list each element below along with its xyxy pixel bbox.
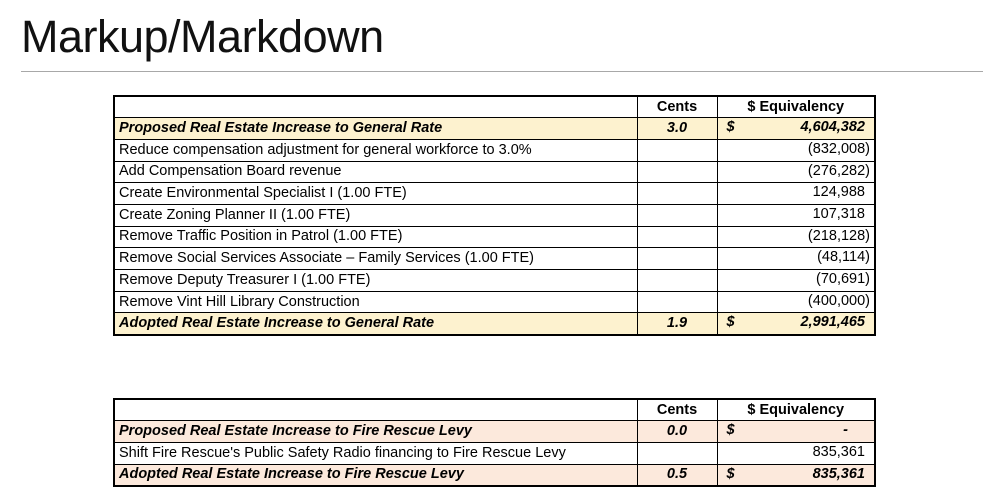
- row-amount-cell: [717, 226, 875, 248]
- row-amount-cell: [717, 139, 875, 161]
- row-cents: [637, 291, 717, 313]
- table-row: [114, 161, 875, 183]
- header-dollar-equivalency: $ Equivalency: [717, 96, 875, 118]
- row-amount: (70,691): [815, 271, 870, 287]
- row-amount-cell: [717, 421, 875, 443]
- row-cents: 0.5: [637, 464, 717, 486]
- row-amount: 835,361: [812, 443, 865, 460]
- proposed-fire-row: [114, 421, 875, 443]
- adopted-fire-row: [114, 464, 875, 486]
- table-row: [114, 204, 875, 226]
- proposed-general-row: [114, 118, 875, 140]
- dollar-sign: $: [726, 465, 735, 482]
- row-amount: 2,991,465: [800, 314, 865, 331]
- row-amount-cell: [717, 464, 875, 486]
- table-row: [114, 291, 875, 313]
- header-description: [114, 399, 637, 421]
- page-title: Markup/Markdown: [21, 11, 384, 62]
- header-cents: Cents: [637, 399, 717, 421]
- row-label: Reduce compensation adjustment for general workforce to 3.0%: [114, 139, 637, 161]
- row-cents: 0.0: [637, 421, 717, 443]
- row-label: Proposed Real Estate Increase to General Rate: [114, 118, 637, 140]
- row-amount: (400,000): [807, 292, 870, 309]
- row-amount-cell: [717, 313, 875, 335]
- row-amount: 124,988: [812, 184, 865, 201]
- row-amount: (48,114): [817, 249, 870, 266]
- row-label: Remove Traffic Position in Patrol (1.00 FTE): [114, 226, 637, 248]
- row-amount-cell: [717, 204, 875, 226]
- row-label: Proposed Real Estate Increase to Fire Rescue Levy: [114, 421, 637, 443]
- dollar-sign: $: [726, 119, 735, 136]
- row-label: Remove Vint Hill Library Construction: [114, 291, 637, 313]
- row-amount-cell: [717, 270, 875, 292]
- row-amount-cell: [717, 118, 875, 140]
- table-row: [114, 442, 875, 464]
- row-cents: [637, 270, 717, 292]
- row-label: Adopted Real Estate Increase to Fire Rescue Levy: [114, 464, 637, 486]
- row-cents: [637, 183, 717, 205]
- row-cents: 3.0: [637, 118, 717, 140]
- table-row: [114, 270, 875, 292]
- row-amount: -: [843, 422, 848, 439]
- row-amount-cell: [717, 442, 875, 464]
- table-row: [114, 183, 875, 205]
- row-cents: [637, 204, 717, 226]
- fire-rescue-levy-table: [113, 398, 876, 487]
- row-label: Create Environmental Specialist I (1.00 FTE): [114, 183, 637, 205]
- row-label: Shift Fire Rescue's Public Safety Radio financing to Fire Rescue Levy: [114, 442, 637, 464]
- row-cents: [637, 442, 717, 464]
- row-label: Adopted Real Estate Increase to General Rate: [114, 313, 637, 335]
- row-amount: 4,604,382: [800, 119, 865, 136]
- dollar-sign: $: [726, 314, 735, 331]
- table-row: [114, 226, 875, 248]
- header-description: [114, 96, 637, 118]
- row-cents: [637, 226, 717, 248]
- row-amount: (276,282): [807, 162, 870, 179]
- header-cents: Cents: [637, 96, 717, 118]
- table-header-row: [114, 96, 875, 118]
- row-amount: (832,008): [807, 140, 870, 157]
- row-cents: [637, 139, 717, 161]
- row-amount: 835,361: [812, 465, 865, 482]
- row-amount: (218,128): [807, 227, 870, 244]
- adopted-general-row: [114, 313, 875, 335]
- row-label: Remove Deputy Treasurer I (1.00 FTE): [114, 270, 637, 292]
- row-amount-cell: [717, 291, 875, 313]
- row-cents: [637, 161, 717, 183]
- row-amount-cell: [717, 183, 875, 205]
- row-cents: [637, 248, 717, 270]
- row-amount-cell: [717, 248, 875, 270]
- dollar-sign: $: [726, 422, 735, 439]
- row-cents: 1.9: [637, 313, 717, 335]
- row-label: Remove Social Services Associate – Family Services (1.00 FTE): [114, 248, 637, 270]
- header-dollar-equivalency: $ Equivalency: [717, 399, 875, 421]
- table-row: [114, 248, 875, 270]
- row-label: Create Zoning Planner II (1.00 FTE): [114, 204, 637, 226]
- row-amount-cell: [717, 161, 875, 183]
- table-row: [114, 139, 875, 161]
- row-amount: 107,318: [812, 205, 865, 222]
- title-divider: [21, 71, 983, 72]
- row-label: Add Compensation Board revenue: [114, 161, 637, 183]
- general-rate-table: [113, 95, 876, 336]
- table-header-row: [114, 399, 875, 421]
